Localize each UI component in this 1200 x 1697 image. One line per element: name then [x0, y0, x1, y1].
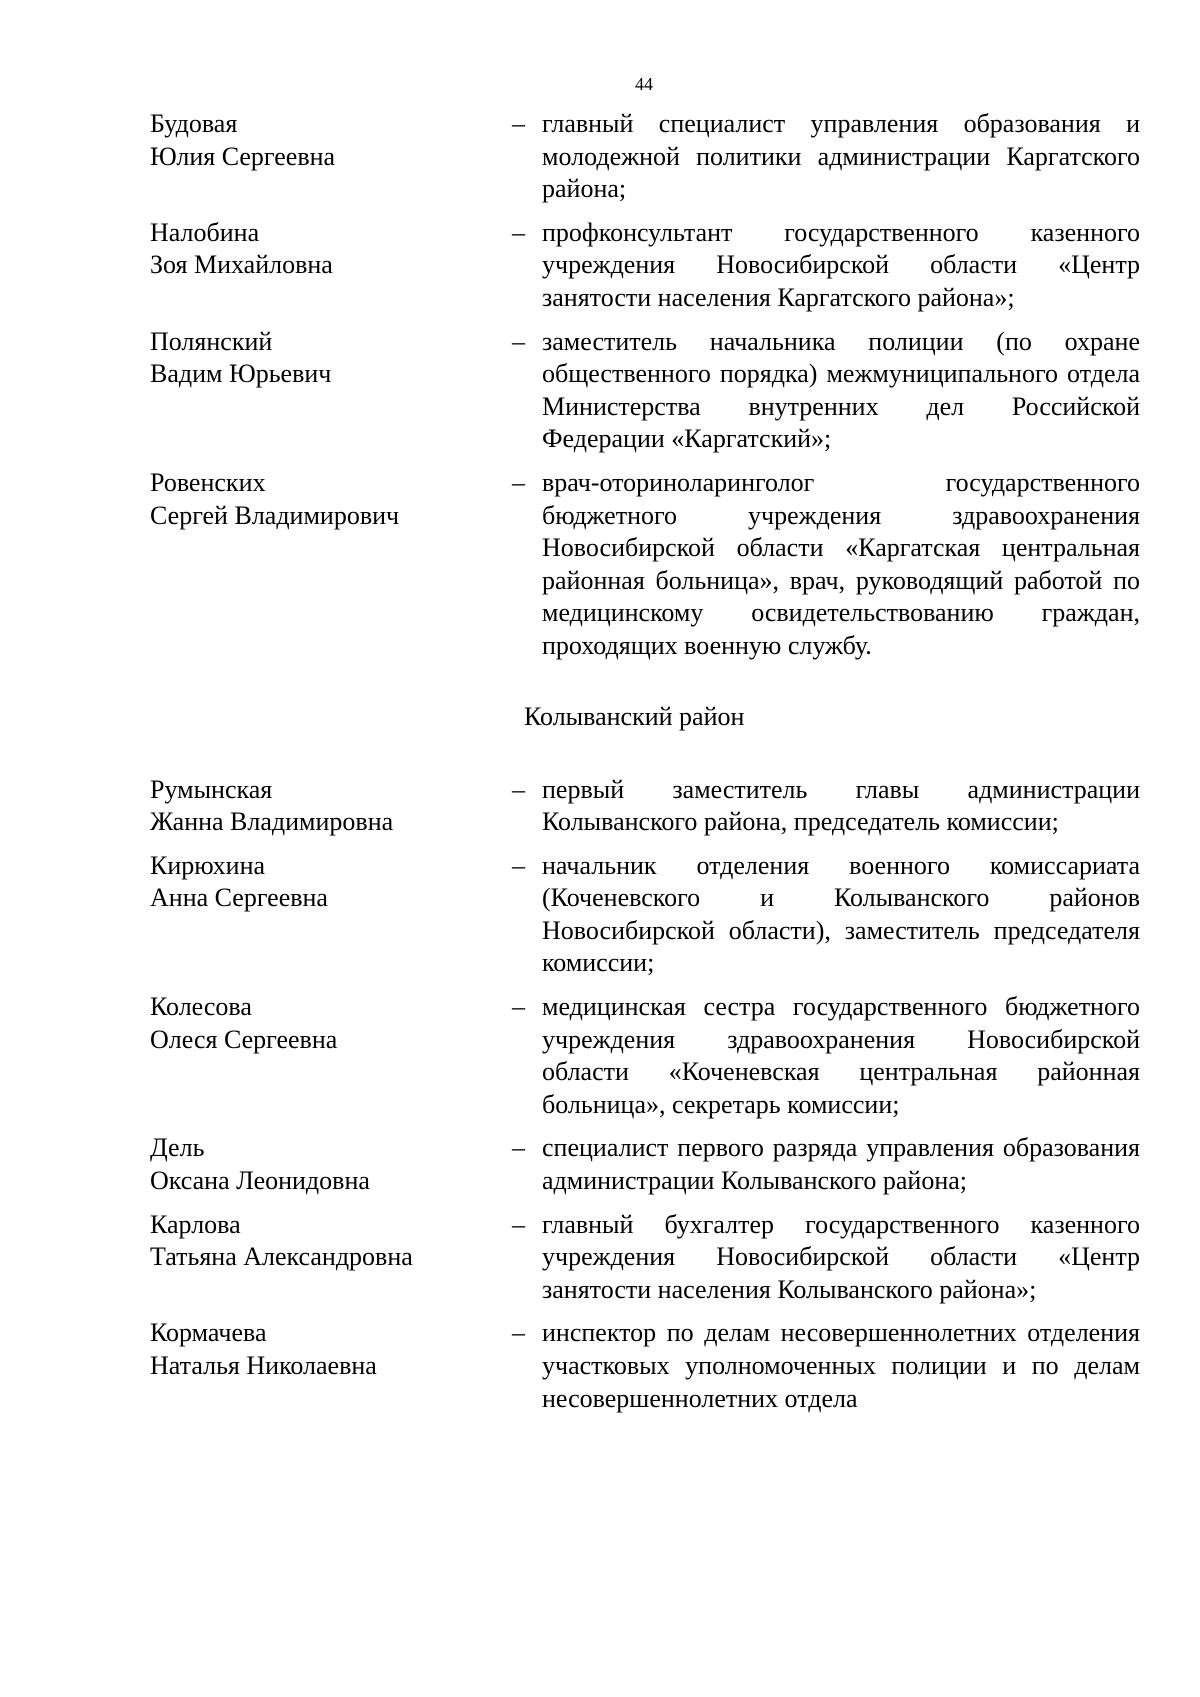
member-given-name: Зоя Михайловна	[150, 250, 333, 280]
member-position: главный специалист управления образования и молодежной политики администрации Каргатского района;	[542, 109, 1140, 204]
member-name	[150, 467, 510, 663]
member-given-name: Жанна Владимировна	[150, 807, 394, 837]
member-name	[150, 1132, 510, 1197]
member-surname: Полянский	[150, 326, 273, 356]
dash-separator: –	[512, 326, 525, 356]
member-surname: Налобина	[150, 217, 260, 247]
member-entry	[150, 850, 1140, 980]
member-name	[150, 217, 510, 315]
member-list	[150, 108, 1140, 1415]
member-entry	[150, 774, 1140, 839]
member-surname: Будовая	[150, 109, 238, 138]
member-surname: Румынская	[150, 774, 273, 804]
member-name	[150, 108, 510, 206]
dash-separator: –	[512, 850, 525, 880]
dash-separator: –	[512, 992, 525, 1022]
member-position: первый заместитель главы администрации Колыванского района, председатель комиссии;	[542, 774, 1140, 837]
dash-separator: –	[512, 774, 525, 804]
section-heading: Колыванский район	[524, 701, 745, 731]
member-position: специалист первого разряда управления образования администрации Колыванского района;	[542, 1133, 1140, 1196]
member-given-name: Вадим Юрьевич	[150, 359, 332, 389]
member-name	[150, 850, 510, 980]
member-surname: Кирюхина	[150, 850, 266, 880]
member-surname: Колесова	[150, 992, 252, 1022]
member-given-name: Наталья Николаевна	[150, 1351, 377, 1380]
page-number: 44	[635, 74, 653, 94]
member-surname: Карлова	[150, 1209, 241, 1239]
member-surname: Кормачева	[150, 1318, 267, 1348]
member-entry	[150, 217, 1140, 315]
dash-separator: –	[512, 217, 525, 247]
dash-separator: –	[512, 109, 525, 138]
member-position: профконсультант государственного казенного учреждения Новосибирской области «Центр занятости населения Каргатского района»;	[542, 217, 1140, 312]
member-position: медицинская сестра государственного бюджетного учреждения здравоохранения Новосибирской области «Коченевская центральная районная больница», секретарь комиссии;	[542, 992, 1140, 1119]
dash-separator: –	[512, 467, 525, 497]
member-surname: Дель	[150, 1133, 205, 1163]
member-name	[150, 991, 510, 1121]
member-position: врач-оториноларинголог государственного бюджетного учреждения здравоохранения Новосибирской области «Каргатская центральная районная больница», врач, руководящий работой по медицинскому освидетельствованию граждан, проходящих военную службу.	[542, 467, 1140, 660]
dash-separator: –	[512, 1133, 525, 1163]
member-given-name: Юлия Сергеевна	[150, 141, 336, 171]
member-entry	[150, 326, 1140, 456]
member-given-name: Сергей Владимирович	[150, 500, 400, 530]
member-entry	[150, 1209, 1140, 1307]
member-name	[150, 774, 510, 839]
member-given-name: Татьяна Александровна	[150, 1242, 413, 1272]
member-name	[150, 1317, 510, 1415]
member-position: инспектор по делам несовершеннолетних отделения участковых уполномоченных полиции и по делам несовершеннолетних отдела	[542, 1318, 1140, 1413]
member-entry	[150, 1132, 1140, 1197]
member-position: начальник отделения военного комиссариата (Коченевского и Колыванского районов Новосибирской области), заместитель председателя комиссии;	[542, 850, 1140, 978]
member-position: заместитель начальника полиции (по охране общественного порядка) межмуниципального отдела Министерства внутренних дел Российской Федерации «Каргатский»;	[542, 326, 1140, 454]
member-entry	[150, 467, 1140, 663]
member-given-name: Оксана Леонидовна	[150, 1166, 370, 1196]
member-surname: Ровенских	[150, 467, 266, 497]
member-position: главный бухгалтер государственного казенного учреждения Новосибирской области «Центр занятости населения Колыванского района»;	[542, 1209, 1140, 1304]
member-name	[150, 1209, 510, 1307]
dash-separator: –	[512, 1209, 525, 1239]
member-given-name: Анна Сергеевна	[150, 883, 328, 913]
member-given-name: Олеся Сергеевна	[150, 1024, 338, 1054]
member-entry	[150, 108, 1140, 206]
dash-separator: –	[512, 1318, 525, 1348]
member-entry	[150, 1317, 1140, 1415]
member-name	[150, 326, 510, 456]
member-entry	[150, 991, 1140, 1121]
